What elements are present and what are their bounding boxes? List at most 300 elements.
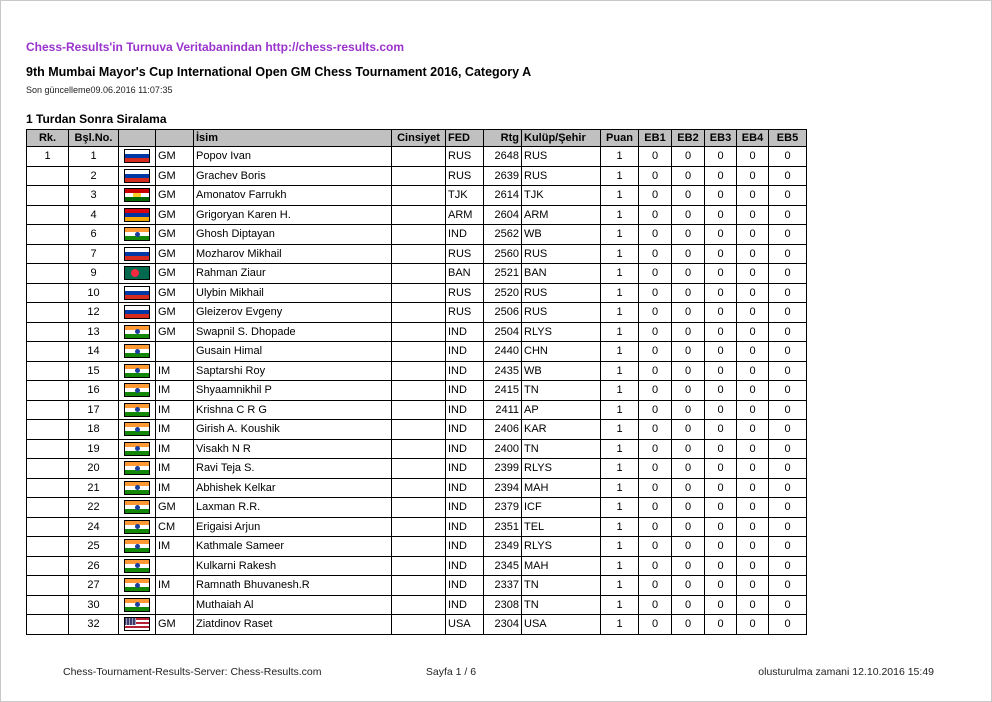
cell-title: GM (156, 205, 194, 225)
cell-eb3: 0 (705, 576, 737, 596)
cell-rtg: 2337 (484, 576, 522, 596)
cell-flag (119, 615, 156, 635)
flag-ind-icon (124, 500, 150, 514)
cell-sex (392, 478, 446, 498)
cell-club: USA (522, 615, 601, 635)
chakra-emblem (135, 505, 140, 510)
column-header-eb5: EB5 (769, 130, 807, 147)
cell-title: GM (156, 322, 194, 342)
chakra-emblem (135, 544, 140, 549)
cell-rtg: 2400 (484, 439, 522, 459)
cell-eb3: 0 (705, 517, 737, 537)
cell-name: Ramnath Bhuvanesh.R (194, 576, 392, 596)
cell-eb2: 0 (672, 381, 705, 401)
cell-title: IM (156, 439, 194, 459)
cell-eb3: 0 (705, 342, 737, 362)
cell-eb4: 0 (737, 439, 769, 459)
cell-flag (119, 186, 156, 206)
column-header-rk: Rk. (27, 130, 69, 147)
cell-eb5: 0 (769, 342, 807, 362)
cell-eb1: 0 (639, 303, 672, 323)
cell-rtg: 2435 (484, 361, 522, 381)
cell-name: Swapnil S. Dhopade (194, 322, 392, 342)
cell-fed: TJK (446, 186, 484, 206)
cell-title: GM (156, 147, 194, 167)
cell-club: RUS (522, 166, 601, 186)
cell-name: Ulybin Mikhail (194, 283, 392, 303)
cell-name: Ghosh Diptayan (194, 225, 392, 245)
cell-eb5: 0 (769, 264, 807, 284)
table-row (27, 615, 807, 635)
cell-flag (119, 478, 156, 498)
cell-flag (119, 381, 156, 401)
cell-eb1: 0 (639, 576, 672, 596)
cell-title: GM (156, 615, 194, 635)
column-header-name: İsim (194, 130, 392, 147)
cell-eb2: 0 (672, 615, 705, 635)
cell-pts: 1 (601, 595, 639, 615)
cell-eb5: 0 (769, 186, 807, 206)
column-header-sex: Cinsiyet (392, 130, 446, 147)
cell-pts: 1 (601, 556, 639, 576)
cell-eb3: 0 (705, 303, 737, 323)
cell-eb3: 0 (705, 225, 737, 245)
cell-no: 25 (69, 537, 119, 557)
cell-no: 26 (69, 556, 119, 576)
cell-eb5: 0 (769, 303, 807, 323)
cell-name: Mozharov Mikhail (194, 244, 392, 264)
cell-no: 2 (69, 166, 119, 186)
cell-eb4: 0 (737, 244, 769, 264)
cell-eb1: 0 (639, 322, 672, 342)
cell-flag (119, 342, 156, 362)
flag-ind-icon (124, 227, 150, 241)
cell-eb4: 0 (737, 283, 769, 303)
cell-eb4: 0 (737, 400, 769, 420)
cell-rk (27, 400, 69, 420)
cell-rtg: 2345 (484, 556, 522, 576)
column-header-no: Bşl.No. (69, 130, 119, 147)
cell-rtg: 2520 (484, 283, 522, 303)
cell-name: Rahman Ziaur (194, 264, 392, 284)
cell-pts: 1 (601, 283, 639, 303)
cell-no: 20 (69, 459, 119, 479)
flag-rus-icon (124, 305, 150, 319)
cell-no: 9 (69, 264, 119, 284)
cell-no: 14 (69, 342, 119, 362)
cell-rtg: 2604 (484, 205, 522, 225)
cell-club: TJK (522, 186, 601, 206)
cell-eb1: 0 (639, 166, 672, 186)
cell-sex (392, 166, 446, 186)
flag-ind-icon (124, 461, 150, 475)
cell-eb3: 0 (705, 244, 737, 264)
cell-title: GM (156, 264, 194, 284)
flag-ind-icon (124, 481, 150, 495)
column-header-club: Kulüp/Şehir (522, 130, 601, 147)
chakra-emblem (135, 232, 140, 237)
cell-fed: BAN (446, 264, 484, 284)
cell-eb2: 0 (672, 400, 705, 420)
cell-name: Visakh N R (194, 439, 392, 459)
cell-name: Gusain Himal (194, 342, 392, 362)
cell-title: IM (156, 576, 194, 596)
cell-sex (392, 615, 446, 635)
cell-eb5: 0 (769, 556, 807, 576)
cell-eb5: 0 (769, 361, 807, 381)
cell-pts: 1 (601, 615, 639, 635)
cell-fed: RUS (446, 166, 484, 186)
cell-eb1: 0 (639, 225, 672, 245)
cell-pts: 1 (601, 498, 639, 518)
cell-name: Kathmale Sameer (194, 537, 392, 557)
cell-eb2: 0 (672, 322, 705, 342)
cell-fed: IND (446, 439, 484, 459)
chakra-emblem (135, 329, 140, 334)
cell-pts: 1 (601, 478, 639, 498)
cell-rk (27, 186, 69, 206)
table-row (27, 361, 807, 381)
cell-club: AP (522, 400, 601, 420)
cell-rk (27, 166, 69, 186)
cell-no: 3 (69, 186, 119, 206)
usa-canton (125, 618, 136, 625)
cell-title: GM (156, 244, 194, 264)
cell-sex (392, 400, 446, 420)
flag-ind-icon (124, 559, 150, 573)
cell-no: 12 (69, 303, 119, 323)
table-row (27, 478, 807, 498)
tournament-title: 9th Mumbai Mayor's Cup International Open GM Chess Tournament 2016, Category A (26, 65, 532, 79)
cell-title: IM (156, 361, 194, 381)
cell-no: 6 (69, 225, 119, 245)
last-update-text: Son güncelleme09.06.2016 11:07:35 (26, 85, 173, 95)
table-row (27, 595, 807, 615)
cell-pts: 1 (601, 361, 639, 381)
cell-eb3: 0 (705, 361, 737, 381)
column-header-rtg: Rtg (484, 130, 522, 147)
cell-eb5: 0 (769, 615, 807, 635)
cell-rtg: 2639 (484, 166, 522, 186)
cell-fed: IND (446, 537, 484, 557)
chakra-emblem (135, 388, 140, 393)
cell-title: IM (156, 478, 194, 498)
cell-rtg: 2506 (484, 303, 522, 323)
cell-eb1: 0 (639, 381, 672, 401)
cell-rk (27, 244, 69, 264)
cell-fed: IND (446, 381, 484, 401)
cell-eb5: 0 (769, 283, 807, 303)
cell-flag (119, 576, 156, 596)
cell-rtg: 2308 (484, 595, 522, 615)
cell-sex (392, 381, 446, 401)
chakra-emblem (135, 466, 140, 471)
crown-emblem (133, 193, 141, 197)
cell-pts: 1 (601, 400, 639, 420)
cell-fed: RUS (446, 303, 484, 323)
cell-eb5: 0 (769, 381, 807, 401)
cell-eb2: 0 (672, 264, 705, 284)
cell-eb1: 0 (639, 342, 672, 362)
cell-fed: RUS (446, 147, 484, 167)
flag-ind-icon (124, 325, 150, 339)
cell-eb2: 0 (672, 478, 705, 498)
flag-ind-icon (124, 442, 150, 456)
cell-eb5: 0 (769, 147, 807, 167)
table-row (27, 166, 807, 186)
cell-flag (119, 244, 156, 264)
cell-club: MAH (522, 556, 601, 576)
cell-eb3: 0 (705, 478, 737, 498)
cell-eb4: 0 (737, 576, 769, 596)
cell-flag (119, 361, 156, 381)
cell-eb3: 0 (705, 537, 737, 557)
cell-eb4: 0 (737, 205, 769, 225)
cell-eb2: 0 (672, 147, 705, 167)
cell-pts: 1 (601, 205, 639, 225)
cell-flag (119, 498, 156, 518)
cell-fed: IND (446, 322, 484, 342)
column-header-title (156, 130, 194, 147)
cell-sex (392, 283, 446, 303)
cell-title: IM (156, 537, 194, 557)
flag-usa-icon (124, 617, 150, 631)
column-header-eb1: EB1 (639, 130, 672, 147)
cell-rk (27, 537, 69, 557)
flag-ind-icon (124, 578, 150, 592)
table-row (27, 498, 807, 518)
cell-title (156, 595, 194, 615)
cell-name: Saptarshi Roy (194, 361, 392, 381)
table-row (27, 576, 807, 596)
cell-club: KAR (522, 420, 601, 440)
cell-rtg: 2406 (484, 420, 522, 440)
table-row (27, 225, 807, 245)
cell-pts: 1 (601, 244, 639, 264)
cell-eb1: 0 (639, 205, 672, 225)
cell-fed: IND (446, 459, 484, 479)
cell-sex (392, 264, 446, 284)
cell-eb3: 0 (705, 205, 737, 225)
cell-club: TN (522, 595, 601, 615)
cell-eb1: 0 (639, 283, 672, 303)
flag-ind-icon (124, 539, 150, 553)
cell-pts: 1 (601, 342, 639, 362)
cell-eb2: 0 (672, 498, 705, 518)
cell-eb3: 0 (705, 400, 737, 420)
cell-no: 10 (69, 283, 119, 303)
cell-name: Popov Ivan (194, 147, 392, 167)
cell-rtg: 2521 (484, 264, 522, 284)
cell-eb2: 0 (672, 186, 705, 206)
cell-fed: IND (446, 225, 484, 245)
cell-eb1: 0 (639, 517, 672, 537)
cell-flag (119, 264, 156, 284)
chakra-emblem (135, 407, 140, 412)
cell-rtg: 2560 (484, 244, 522, 264)
cell-fed: IND (446, 498, 484, 518)
cell-rtg: 2648 (484, 147, 522, 167)
cell-pts: 1 (601, 264, 639, 284)
cell-sex (392, 205, 446, 225)
cell-rtg: 2399 (484, 459, 522, 479)
cell-fed: IND (446, 342, 484, 362)
cell-club: RLYS (522, 459, 601, 479)
table-header-row (27, 130, 807, 147)
cell-eb5: 0 (769, 576, 807, 596)
cell-flag (119, 303, 156, 323)
column-header-eb4: EB4 (737, 130, 769, 147)
cell-sex (392, 537, 446, 557)
cell-rk (27, 381, 69, 401)
cell-eb5: 0 (769, 595, 807, 615)
cell-title: GM (156, 186, 194, 206)
column-header-eb2: EB2 (672, 130, 705, 147)
cell-pts: 1 (601, 147, 639, 167)
cell-name: Ravi Teja S. (194, 459, 392, 479)
cell-eb5: 0 (769, 322, 807, 342)
cell-eb4: 0 (737, 303, 769, 323)
table-row (27, 244, 807, 264)
cell-rtg: 2394 (484, 478, 522, 498)
table-row (27, 459, 807, 479)
column-header-eb3: EB3 (705, 130, 737, 147)
cell-rtg: 2349 (484, 537, 522, 557)
flag-arm-icon (124, 208, 150, 222)
cell-title: GM (156, 166, 194, 186)
cell-no: 21 (69, 478, 119, 498)
cell-club: RUS (522, 244, 601, 264)
cell-club: WB (522, 361, 601, 381)
cell-rk (27, 342, 69, 362)
chakra-emblem (135, 583, 140, 588)
cell-sex (392, 439, 446, 459)
cell-sex (392, 517, 446, 537)
cell-fed: IND (446, 478, 484, 498)
cell-eb4: 0 (737, 186, 769, 206)
cell-sex (392, 147, 446, 167)
site-link[interactable]: Chess-Results'in Turnuva Veritabanindan http://chess-results.com (26, 40, 405, 54)
cell-eb4: 0 (737, 517, 769, 537)
cell-rk (27, 420, 69, 440)
cell-flag (119, 166, 156, 186)
cell-sex (392, 576, 446, 596)
cell-eb4: 0 (737, 498, 769, 518)
cell-name: Grachev Boris (194, 166, 392, 186)
cell-no: 15 (69, 361, 119, 381)
cell-eb2: 0 (672, 283, 705, 303)
cell-rtg: 2614 (484, 186, 522, 206)
cell-sex (392, 420, 446, 440)
column-header-fed: FED (446, 130, 484, 147)
cell-eb3: 0 (705, 615, 737, 635)
cell-rtg: 2379 (484, 498, 522, 518)
flag-rus-icon (124, 286, 150, 300)
cell-title (156, 556, 194, 576)
cell-eb1: 0 (639, 400, 672, 420)
cell-eb1: 0 (639, 147, 672, 167)
cell-fed: RUS (446, 244, 484, 264)
cell-eb1: 0 (639, 537, 672, 557)
cell-eb5: 0 (769, 498, 807, 518)
cell-sex (392, 342, 446, 362)
cell-rk (27, 556, 69, 576)
cell-no: 18 (69, 420, 119, 440)
cell-eb5: 0 (769, 225, 807, 245)
cell-rk (27, 439, 69, 459)
cell-rk (27, 576, 69, 596)
cell-fed: IND (446, 517, 484, 537)
cell-flag (119, 322, 156, 342)
cell-eb4: 0 (737, 342, 769, 362)
cell-eb4: 0 (737, 147, 769, 167)
cell-club: ARM (522, 205, 601, 225)
cell-name: Laxman R.R. (194, 498, 392, 518)
cell-sex (392, 186, 446, 206)
cell-eb1: 0 (639, 264, 672, 284)
cell-fed: USA (446, 615, 484, 635)
cell-fed: IND (446, 556, 484, 576)
cell-eb1: 0 (639, 361, 672, 381)
cell-eb5: 0 (769, 166, 807, 186)
cell-eb1: 0 (639, 615, 672, 635)
cell-no: 24 (69, 517, 119, 537)
cell-pts: 1 (601, 186, 639, 206)
cell-eb3: 0 (705, 420, 737, 440)
cell-eb2: 0 (672, 205, 705, 225)
cell-rtg: 2411 (484, 400, 522, 420)
chakra-emblem (135, 427, 140, 432)
cell-sex (392, 556, 446, 576)
cell-rtg: 2440 (484, 342, 522, 362)
table-row (27, 264, 807, 284)
cell-eb3: 0 (705, 498, 737, 518)
cell-name: Muthaiah Al (194, 595, 392, 615)
footer-server-text: Chess-Tournament-Results-Server: Chess-Results.com (63, 666, 322, 678)
cell-eb3: 0 (705, 166, 737, 186)
cell-name: Amonatov Farrukh (194, 186, 392, 206)
cell-eb4: 0 (737, 322, 769, 342)
cell-pts: 1 (601, 576, 639, 596)
cell-club: TN (522, 576, 601, 596)
cell-sex (392, 225, 446, 245)
cell-flag (119, 225, 156, 245)
chakra-emblem (135, 485, 140, 490)
cell-eb5: 0 (769, 459, 807, 479)
cell-no: 7 (69, 244, 119, 264)
cell-title: IM (156, 420, 194, 440)
cell-rk (27, 459, 69, 479)
cell-flag (119, 517, 156, 537)
cell-pts: 1 (601, 303, 639, 323)
cell-name: Shyaamnikhil P (194, 381, 392, 401)
cell-pts: 1 (601, 537, 639, 557)
cell-club: TEL (522, 517, 601, 537)
flag-ind-icon (124, 383, 150, 397)
cell-pts: 1 (601, 459, 639, 479)
cell-eb4: 0 (737, 615, 769, 635)
cell-sex (392, 303, 446, 323)
cell-eb4: 0 (737, 420, 769, 440)
cell-club: ICF (522, 498, 601, 518)
cell-name: Grigoryan Karen H. (194, 205, 392, 225)
cell-pts: 1 (601, 225, 639, 245)
cell-eb3: 0 (705, 264, 737, 284)
cell-eb3: 0 (705, 595, 737, 615)
standings-table (26, 129, 807, 635)
cell-rk (27, 361, 69, 381)
cell-eb4: 0 (737, 459, 769, 479)
